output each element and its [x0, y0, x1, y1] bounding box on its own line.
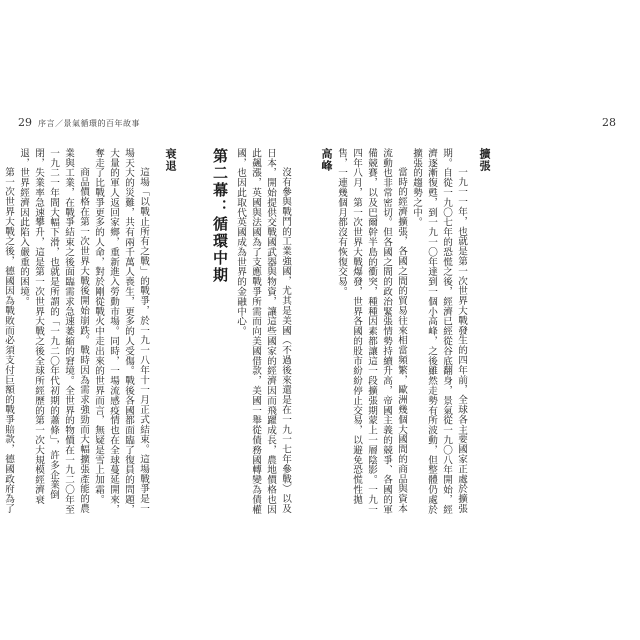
- paragraph-recession-2: 商品價格在第一次世界大戰後開始崩跌。戰時因為需求強勁而大幅擴張產能的農業與工業，在戰爭結束之後面臨需求急速萎縮的窘境。全世界的物價在一九二〇年至一九二一年間大幅下滑，也就是所謂的「一九二〇年代初期的蕭條」，許多企業倒閉，失業率急速攀升，這是第一次世界大戰之後全球所經歷的第一次大規模經濟衰退，世界經濟因此陷入嚴重的困境。: [18, 148, 89, 515]
- paragraph-expansion-2: 當時的經濟擴張，各國之間的貿易往來相當頻繁，歐洲幾個大國間的商品與資本流動也非常密切。但各國之間的政治緊張情勢持續升高，帝國主義的競爭、各國的軍備競賽，以及巴爾幹半島的衝突，種種因素都讓這一段擴張期蒙上一層陰影。一九一四年八月，第一次世界大戰爆發，世界各國的股市紛紛停止交易，以避免恐慌性拋售，一連幾個月都沒有恢復交易。: [336, 148, 407, 515]
- left-running-title: 序言／景氣循環的百年故事: [38, 119, 140, 128]
- right-page-header: [602, 117, 622, 130]
- paragraph-peak-1: 沒有參與戰鬥的工業強國，尤其是美國（不過後來還是在一九一七年參戰）以及日本，開始提供交戰國武器與物資，讓這些國家的經濟因而飛躍成長，農地價格也因此飆漲，英國與法國為了支應戰爭所需而向美國借款，美國一舉從債務國轉變為債權國，也因此取代英國成為世界的金融中心。: [235, 148, 291, 515]
- section-heading-recession: 衰退: [164, 148, 177, 172]
- section-heading-expansion: 擴張: [478, 148, 491, 172]
- vertical-text-body: [0, 148, 492, 518]
- paragraph-expansion-1: 一九一一年，也就是第一次世界大戰發生的四年前，全球各主要國家正處於擴張期。自從一九〇七年的恐慌之後，經濟已經從谷底翻身，景氣從一九〇八年開始，經濟逐漸復甦，到一九一〇年達到一個小高峰，之後雖然走勢有所波動，但整體仍處於擴張的趨勢之中。: [411, 148, 467, 515]
- act-heading: 第二幕：循環中期: [211, 148, 229, 284]
- right-page-number: 28: [602, 116, 616, 129]
- paragraph-recession-3: 第一次世界大戰之後，德國因為戰敗而必須支付巨額的戰爭賠款，德國政府為了: [3, 167, 14, 514]
- paragraph-recession-1: 這場「以戰止所有之戰」的戰爭，於一九一八年十一月正式結束。這場戰爭是一場天大的災難，共有兩千萬人喪生，更多的人受傷。戰後各國都面臨了復員的問題，大量的軍人返回家鄉，重新進入勞動市場。同時，一場流感疫情也在全球蔓延開來，奪走了比戰爭更多的人命，對於剛從戰火中走出來的世界而言，無疑是雪上加霜。: [93, 148, 149, 515]
- left-page-number: 29: [18, 116, 32, 129]
- left-page-header: [18, 117, 140, 130]
- section-heading-peak: 高峰: [320, 148, 333, 172]
